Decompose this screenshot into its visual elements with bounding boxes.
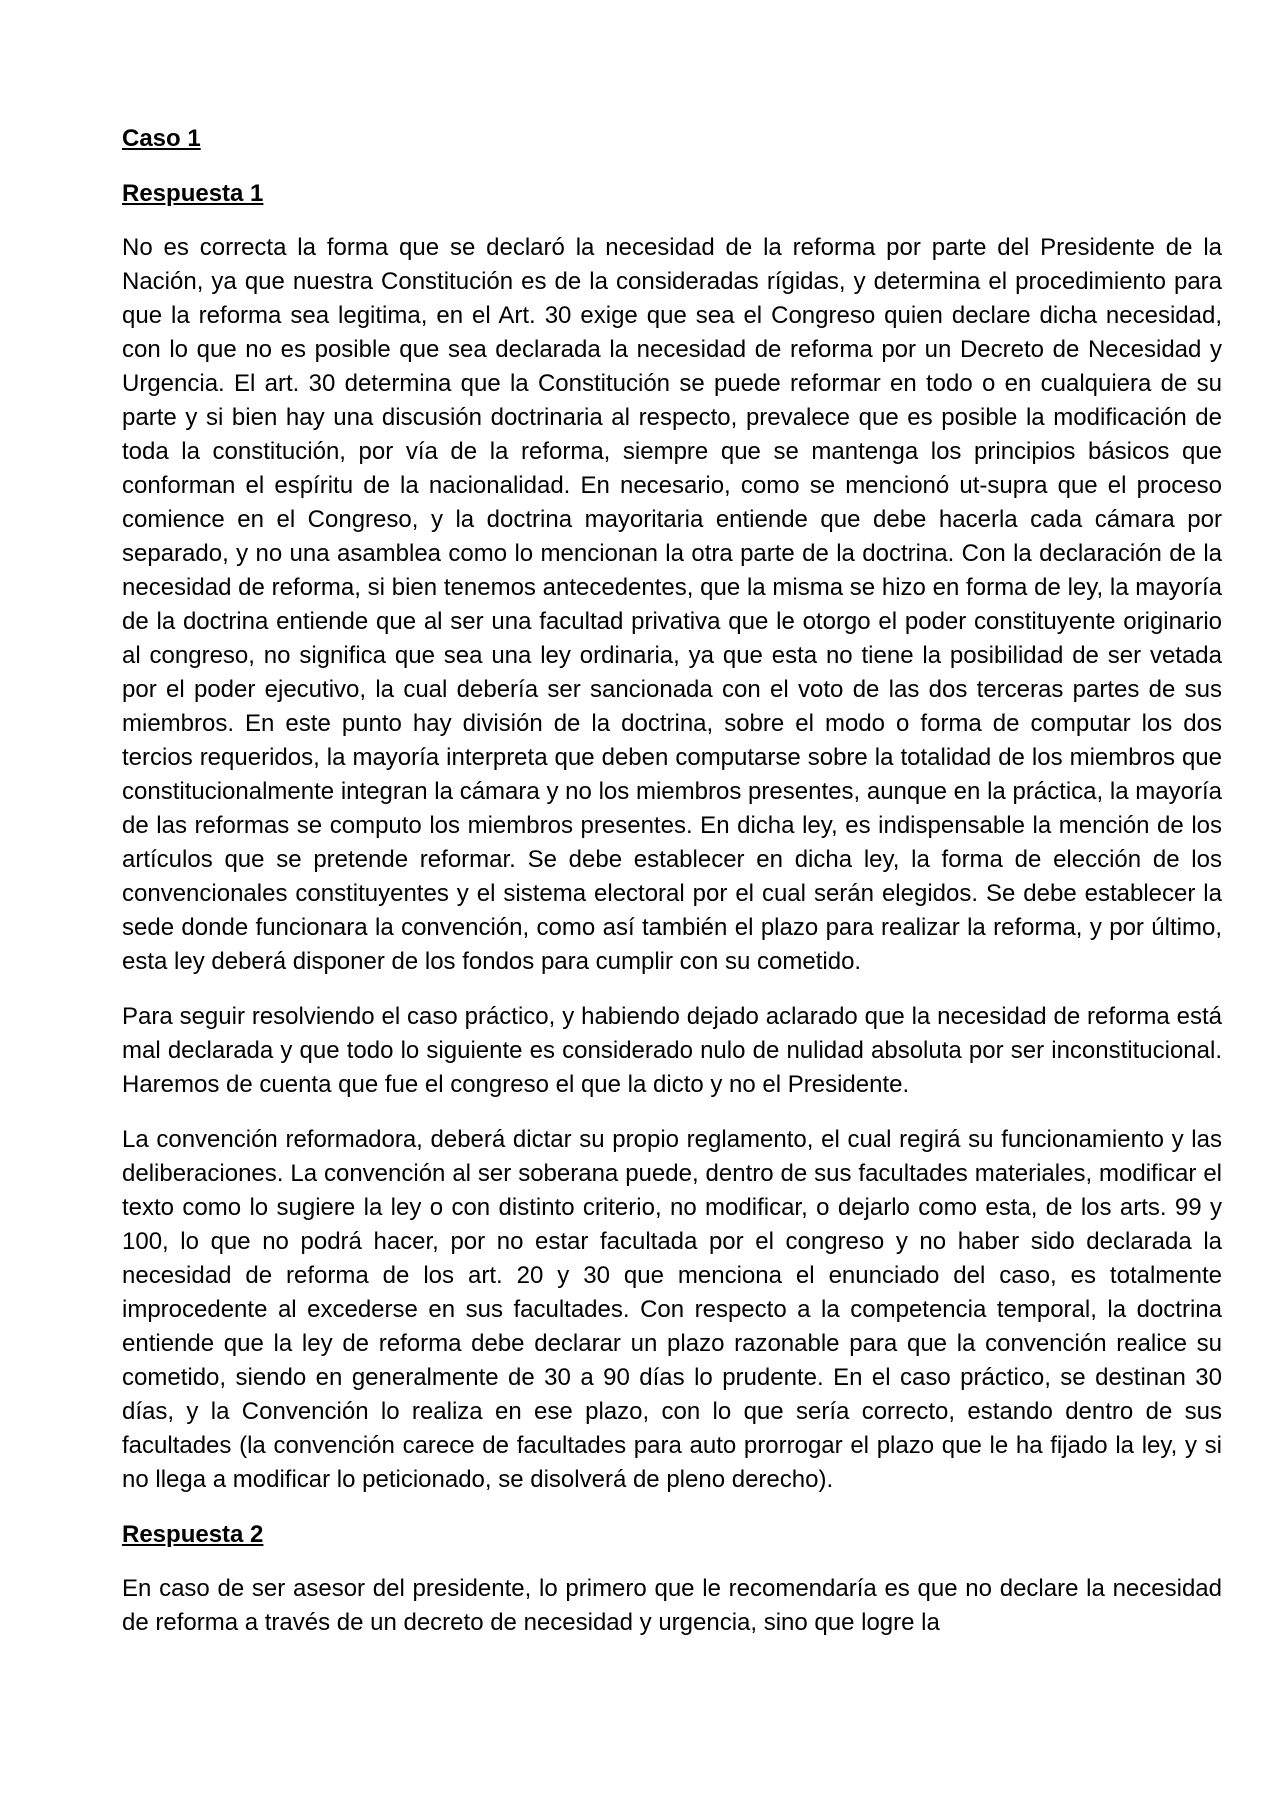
answer-1-paragraph-3: La convención reformadora, deberá dictar su propio reglamento, el cual regirá su funcionamiento y las deliberaciones. La convención al ser soberana puede, dentro de sus facultades materiales, modificar el texto como lo sugiere la ley o con distinto criterio, no modificar, o dejarlo como esta, de los arts. 99 y 100, lo que no podrá hacer, por no estar facultada por el congreso y no haber sido declarada la necesidad de reforma de los art. 20 y 30 que menciona el enunciado del caso, es totalmente improcedente al excederse en sus facultades. Con respecto a la competencia temporal, la doctrina entiende que la ley de reforma debe declarar un plazo razonable para que la convención realice su cometido, siendo en generalmente de 30 a 90 días lo prudente. En el caso práctico, se destinan 30 días, y la Convención lo realiza en ese plazo, con lo que sería correcto, estando dentro de sus facultades (la convención carece de facultades para auto prorrogar el plazo que le ha fijado la ley, y si no llega a modificar lo peticionado, se disolverá de pleno derecho). <box>122 1126 1222 1493</box>
answer-1-paragraph-2: Para seguir resolviendo el caso práctico, y habiendo dejado aclarado que la necesidad de reforma está mal declarada y que todo lo siguiente es considerado nulo de nulidad absoluta por ser inconstitucional. Haremos de cuenta que fue el congreso el que la dicto y no el Presidente. <box>122 1003 1222 1098</box>
answer-1-title: Respuesta 1 <box>122 180 264 207</box>
case-title: Caso 1 <box>122 125 201 152</box>
answer-2-paragraph-1: En caso de ser asesor del presidente, lo primero que le recomendaría es que no declare la necesidad de reforma a través de un decreto de necesidad y urgencia, sino que logre la <box>122 1575 1222 1636</box>
answer-1-paragraph-1: No es correcta la forma que se declaró la necesidad de la reforma por parte del Presidente de la Nación, ya que nuestra Constitución es de la consideradas rígidas, y determina el procedimiento para que la reforma sea legitima, en el Art. 30 exige que sea el Congreso quien declare dicha necesidad, con lo que no es posible que sea declarada la necesidad de reforma por un Decreto de Necesidad y Urgencia. El art. 30 determina que la Constitución se puede reformar en todo o en cualquiera de su parte y si bien hay una discusión doctrinaria al respecto, prevalece que es posible la modificación de toda la constitución, por vía de la reforma, siempre que se mantenga los principios básicos que conforman el espíritu de la nacionalidad. En necesario, como se mencionó ut-supra que el proceso comience en el Congreso, y la doctrina mayoritaria entiende que debe hacerla cada cámara por separado, y no una asamblea como lo mencionan la otra parte de la doctrina. Con la declaración de la necesidad de reforma, si bien tenemos antecedentes, que la misma se hizo en forma de ley, la mayoría de la doctrina entiende que al ser una facultad privativa que le otorgo el poder constituyente originario al congreso, no significa que sea una ley ordinaria, ya que esta no tiene la posibilidad de ser vetada por el poder ejecutivo, la cual debería ser sancionada con el voto de las dos terceras partes de sus miembros. En este punto hay división de la doctrina, sobre el modo o forma de computar los dos tercios requeridos, la mayoría interpreta que deben computarse sobre la totalidad de los miembros que constitucionalmente integran la cámara y no los miembros presentes, aunque en la práctica, la mayoría de las reformas se computo los miembros presentes. En dicha ley, es indispensable la mención de los artículos que se pretende reformar. Se debe establecer en dicha ley, la forma de elección de los convencionales constituyentes y el sistema electoral por el cual serán elegidos. Se debe establecer la sede donde funcionara la convención, como así también el plazo para realizar la reforma, y por último, esta ley deberá disponer de los fondos para cumplir con su cometido. <box>122 234 1222 975</box>
answer-2-title: Respuesta 2 <box>122 1521 264 1548</box>
